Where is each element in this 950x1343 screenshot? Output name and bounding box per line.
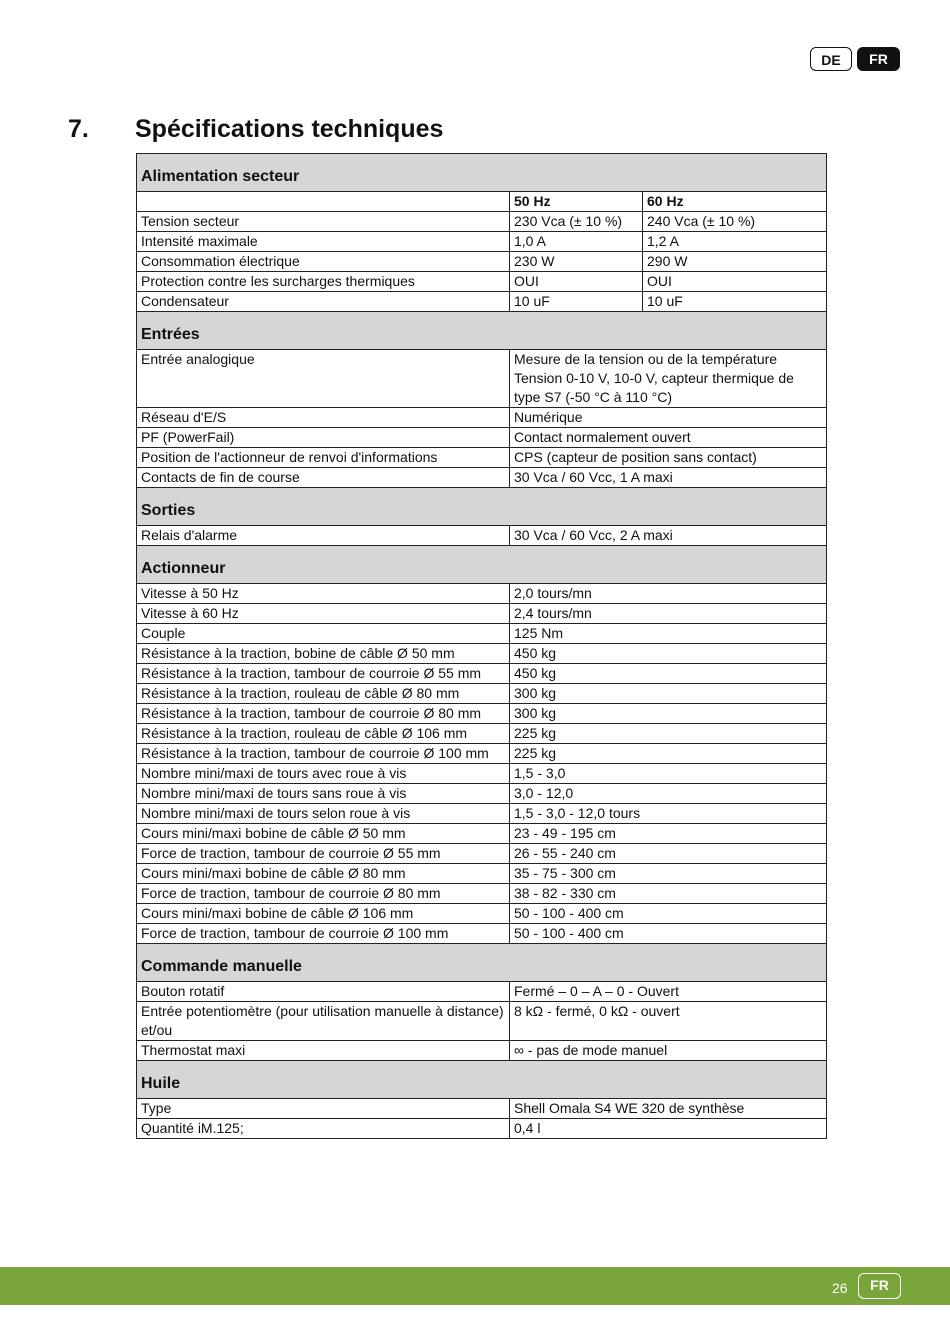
table-row [137,272,827,292]
spec-label: Contacts de fin de course [137,468,510,488]
spec-label: Vitesse à 50 Hz [137,584,510,604]
spec-value: 1,5 - 3,0 [510,764,827,784]
spec-label: Force de traction, tambour de courroie Ø 55 mm [137,844,510,864]
table-row [137,664,827,684]
spec-label: Entrée analogique [137,350,510,408]
table-row [137,408,827,428]
table-row [137,684,827,704]
group-title: Sorties [137,488,827,526]
spec-label: Relais d'alarme [137,526,510,546]
table-row [137,644,827,664]
spec-value: 8 kΩ - fermé, 0 kΩ - ouvert [510,1002,827,1041]
spec-value: 450 kg [510,664,827,684]
spec-label: Force de traction, tambour de courroie Ø 100 mm [137,924,510,944]
spec-label: Vitesse à 60 Hz [137,604,510,624]
spec-label: Résistance à la traction, rouleau de câble Ø 106 mm [137,724,510,744]
group-header [137,546,827,584]
spec-label: Force de traction, tambour de courroie Ø 80 mm [137,884,510,904]
table-row [137,824,827,844]
spec-label: Réseau d'E/S [137,408,510,428]
spec-value: Numérique [510,408,827,428]
table-row [137,1002,827,1041]
table-row [137,1041,827,1061]
spec-label: Cours mini/maxi bobine de câble Ø 50 mm [137,824,510,844]
group-title: Actionneur [137,546,827,584]
group-header [137,154,827,192]
spec-label: Position de l'actionneur de renvoi d'informations [137,448,510,468]
table-row [137,1099,827,1119]
spec-label: Résistance à la traction, tambour de courroie Ø 55 mm [137,664,510,684]
group-title: Alimentation secteur [137,154,827,192]
table-row [137,448,827,468]
lang-tab-fr[interactable]: FR [857,47,900,71]
table-row [137,982,827,1002]
spec-label: Résistance à la traction, tambour de courroie Ø 100 mm [137,744,510,764]
spec-value: 30 Vca / 60 Vcc, 1 A maxi [510,468,827,488]
group-header [137,488,827,526]
table-row [137,526,827,546]
spec-value: 300 kg [510,704,827,724]
spec-value: ∞ - pas de mode manuel [510,1041,827,1061]
spec-label: Résistance à la traction, rouleau de câble Ø 80 mm [137,684,510,704]
spec-value: 38 - 82 - 330 cm [510,884,827,904]
table-row [137,252,827,272]
spec-label: Cours mini/maxi bobine de câble Ø 106 mm [137,904,510,924]
spec-value: 23 - 49 - 195 cm [510,824,827,844]
spec-value: 10 uF [510,292,643,312]
table-row [137,292,827,312]
table-row [137,584,827,604]
spec-value: 225 kg [510,744,827,764]
spec-label: Protection contre les surcharges thermiques [137,272,510,292]
spec-label: Bouton rotatif [137,982,510,1002]
spec-value: Shell Omala S4 WE 320 de synthèse [510,1099,827,1119]
table-row [137,804,827,824]
section-number: 7. [68,115,89,143]
spec-value: 0,4 l [510,1119,827,1139]
spec-value: 230 W [510,252,643,272]
table-row [137,924,827,944]
spec-value: 230 Vca (± 10 %) [510,212,643,232]
spec-table [136,153,827,1139]
spec-value: 26 - 55 - 240 cm [510,844,827,864]
spec-label: Quantité iM.125; [137,1119,510,1139]
group-header [137,312,827,350]
spec-value: 35 - 75 - 300 cm [510,864,827,884]
table-row [137,864,827,884]
spec-label: Type [137,1099,510,1119]
table-row [137,744,827,764]
spec-value: 450 kg [510,644,827,664]
spec-label: Consommation électrique [137,252,510,272]
column-header: 60 Hz [643,192,827,212]
column-header-blank [137,192,510,212]
spec-label: Nombre mini/maxi de tours avec roue à vis [137,764,510,784]
spec-label: Thermostat maxi [137,1041,510,1061]
spec-value: 1,0 A [510,232,643,252]
table-row [137,764,827,784]
spec-label: Nombre mini/maxi de tours sans roue à vis [137,784,510,804]
spec-value: 290 W [643,252,827,272]
table-row [137,624,827,644]
spec-value: OUI [643,272,827,292]
group-title: Huile [137,1061,827,1099]
table-row [137,1119,827,1139]
group-header [137,1061,827,1099]
spec-value: 225 kg [510,724,827,744]
table-row [137,784,827,804]
spec-label: Intensité maximale [137,232,510,252]
column-header: 50 Hz [510,192,643,212]
spec-label: Résistance à la traction, tambour de courroie Ø 80 mm [137,704,510,724]
group-header [137,944,827,982]
spec-value: 30 Vca / 60 Vcc, 2 A maxi [510,526,827,546]
spec-value: OUI [510,272,643,292]
spec-label: Nombre mini/maxi de tours selon roue à vis [137,804,510,824]
footer-bar [0,1267,950,1305]
section-title: Spécifications techniques [135,115,444,143]
table-row [137,844,827,864]
spec-value: Mesure de la tension ou de la température Tension 0-10 V, 10-0 V, capteur thermique de type S7 (-50 °C à 110 °C) [510,350,827,408]
spec-value: 240 Vca (± 10 %) [643,212,827,232]
group-title: Entrées [137,312,827,350]
spec-label: PF (PowerFail) [137,428,510,448]
language-tabs [810,47,900,71]
spec-label: Entrée potentiomètre (pour utilisation manuelle à distance) et/ou [137,1002,510,1041]
spec-value: 2,4 tours/mn [510,604,827,624]
spec-value: Fermé – 0 – A – 0 - Ouvert [510,982,827,1002]
spec-label: Condensateur [137,292,510,312]
spec-value: Contact normalement ouvert [510,428,827,448]
page-number: 26 [832,1280,848,1296]
table-row [137,232,827,252]
spec-label: Tension secteur [137,212,510,232]
footer-lang-badge: FR [858,1273,901,1299]
table-row [137,350,827,408]
table-row [137,884,827,904]
spec-value: 2,0 tours/mn [510,584,827,604]
spec-label: Couple [137,624,510,644]
table-row [137,604,827,624]
column-header-row [137,192,827,212]
spec-label: Cours mini/maxi bobine de câble Ø 80 mm [137,864,510,884]
spec-value: 125 Nm [510,624,827,644]
table-row [137,428,827,448]
spec-value: 3,0 - 12,0 [510,784,827,804]
group-title: Commande manuelle [137,944,827,982]
spec-label: Résistance à la traction, bobine de câble Ø 50 mm [137,644,510,664]
table-row [137,724,827,744]
table-row [137,468,827,488]
section-heading [68,115,443,144]
table-row [137,212,827,232]
spec-value: 50 - 100 - 400 cm [510,904,827,924]
spec-value: 300 kg [510,684,827,704]
lang-tab-de[interactable]: DE [810,47,852,71]
table-row [137,704,827,724]
spec-value: 50 - 100 - 400 cm [510,924,827,944]
spec-value: CPS (capteur de position sans contact) [510,448,827,468]
spec-value: 1,2 A [643,232,827,252]
spec-value: 10 uF [643,292,827,312]
table-row [137,904,827,924]
spec-value: 1,5 - 3,0 - 12,0 tours [510,804,827,824]
